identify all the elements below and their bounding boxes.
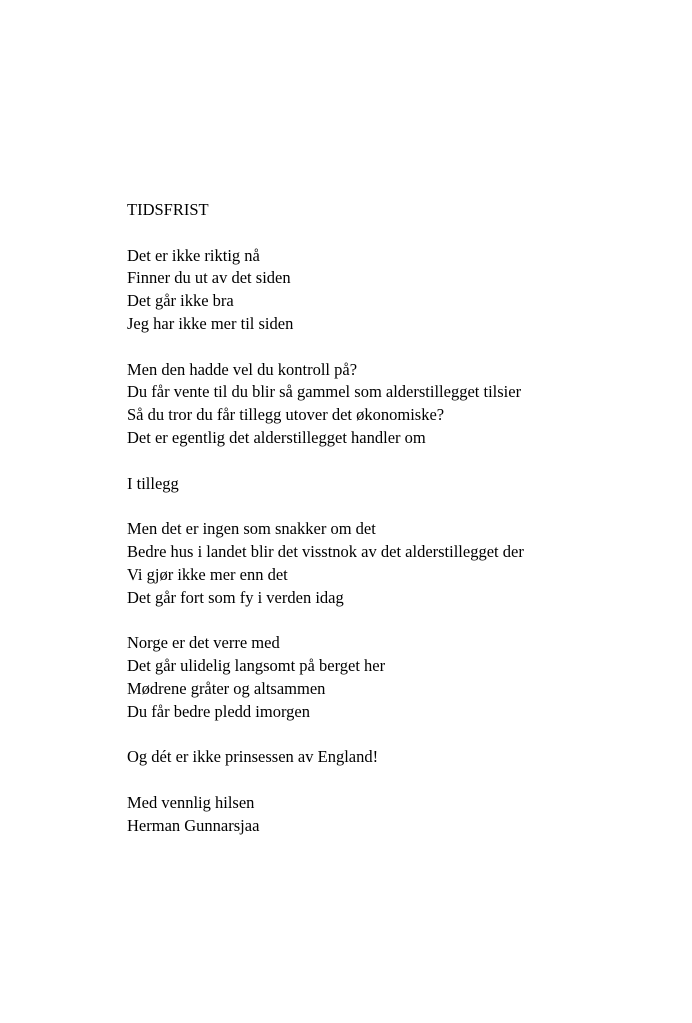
poem-line: Det går ikke bra <box>127 291 234 311</box>
poem-line: Det går ulidelig langsomt på berget her <box>127 655 386 675</box>
poem-line: Mødrene gråter og altsammen <box>127 678 326 698</box>
stanza-1 <box>127 245 667 336</box>
stanza-4 <box>127 518 667 609</box>
stanza-5 <box>127 632 667 723</box>
poem-line: Det går fort som fy i verden idag <box>127 587 344 607</box>
poem-line: Jeg har ikke mer til siden <box>127 313 294 333</box>
poem-line: Det er ikke riktig nå <box>127 245 260 265</box>
author-name: Herman Gunnarsjaa <box>127 815 260 835</box>
stanza-3 <box>127 473 667 496</box>
poem-line: Finner du ut av det siden <box>127 268 291 288</box>
closing-text: Med vennlig hilsen <box>127 792 255 812</box>
poem-line: Bedre hus i landet blir det visstnok av det alderstillegget der <box>127 541 524 561</box>
poem-line: I tillegg <box>127 473 179 493</box>
signature-block <box>127 792 667 838</box>
poem-line: Norge er det verre med <box>127 633 280 653</box>
poem-line: Du får vente til du blir så gammel som alderstillegget tilsier <box>127 382 522 402</box>
poem-body <box>127 199 667 837</box>
poem-line: Men den hadde vel du kontroll på? <box>127 359 358 379</box>
stanza-6 <box>127 746 667 769</box>
poem-line: Så du tror du får tillegg utover det økonomiske? <box>127 405 445 425</box>
poem-line: Vi gjør ikke mer enn det <box>127 564 288 584</box>
poem-line: Og dét er ikke prinsessen av England! <box>127 747 379 767</box>
document-title: TIDSFRIST <box>127 200 209 219</box>
poem-line: Du får bedre pledd imorgen <box>127 701 310 721</box>
stanza-2 <box>127 359 667 450</box>
poem-line: Det er egentlig det alderstillegget handler om <box>127 427 426 447</box>
poem-line: Men det er ingen som snakker om det <box>127 519 376 539</box>
